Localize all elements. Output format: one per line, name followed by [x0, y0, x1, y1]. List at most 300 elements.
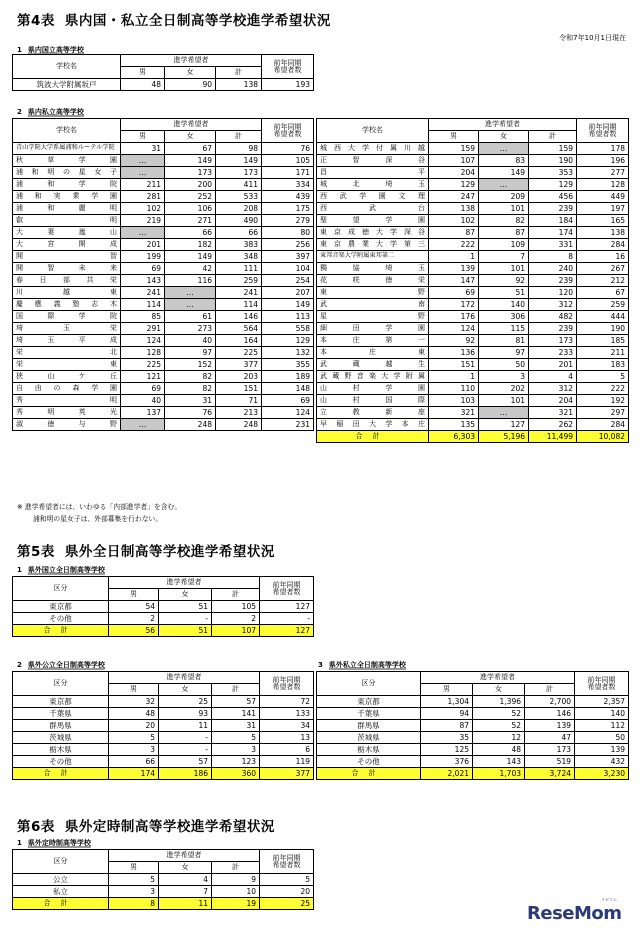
header-total: 計: [529, 131, 577, 143]
row-value: 211: [577, 347, 629, 359]
table-row: [13, 744, 314, 756]
row-value: 72: [260, 696, 314, 708]
row-label: 千葉県: [317, 708, 421, 720]
header-prev: 前年同期 希望者数: [260, 577, 314, 601]
row-value: 252: [165, 191, 216, 203]
row-value: 40: [165, 335, 216, 347]
row-label: 浦和学院: [13, 179, 121, 191]
table-row: [13, 708, 314, 720]
row-value: 173: [216, 167, 262, 179]
row-value: 4: [529, 371, 577, 383]
row-label: 叡明: [13, 215, 121, 227]
row-value: 139: [525, 720, 575, 732]
row-value: 83: [479, 155, 529, 167]
table-row: [13, 696, 314, 708]
row-value: 3: [109, 886, 159, 898]
row-value: 1,396: [473, 696, 525, 708]
table-row: [13, 371, 314, 383]
row-value: 355: [262, 359, 314, 371]
row-label: 自由の森学園: [13, 383, 121, 395]
header-male: 男: [121, 131, 165, 143]
row-value: 25: [159, 696, 212, 708]
t4-note-2: 浦和明の星女子は、外部募集を行わない。: [33, 515, 163, 523]
table-row: [317, 419, 629, 431]
row-value: 114: [121, 299, 165, 311]
row-value: 138: [216, 79, 262, 91]
row-value: 284: [577, 419, 629, 431]
row-value: 127: [479, 419, 529, 431]
row-value: 248: [216, 419, 262, 431]
row-value: 11: [159, 720, 212, 732]
row-value: 178: [577, 143, 629, 155]
row-value: 312: [529, 383, 577, 395]
table-row: [317, 383, 629, 395]
table5-title: 第5表 県外全日制高等学校進学希望状況: [17, 544, 275, 560]
row-value: 3: [109, 744, 159, 756]
row-label: 狭山ケ丘: [13, 371, 121, 383]
row-value: 449: [577, 191, 629, 203]
row-value: 116: [165, 275, 216, 287]
table-row: [317, 395, 629, 407]
row-value: 376: [421, 756, 473, 768]
row-value: 105: [212, 601, 260, 613]
row-label: 東京都: [13, 696, 109, 708]
t4-private-right-table: [316, 118, 629, 443]
header-hope: 進学希望者: [121, 55, 262, 67]
row-label: 立教新座: [317, 407, 429, 419]
row-value: 219: [121, 215, 165, 227]
row-label: 筑波大学附属坂戸: [13, 79, 121, 91]
row-value: 2,700: [525, 696, 575, 708]
row-value: 101: [479, 395, 529, 407]
table-row: [317, 756, 629, 768]
row-value: 151: [429, 359, 479, 371]
table-row: [13, 419, 314, 431]
header-male: 男: [109, 589, 159, 601]
row-value: 348: [216, 251, 262, 263]
row-value: -: [159, 613, 212, 625]
row-label: 西武学園文理: [317, 191, 429, 203]
row-value: 149: [165, 155, 216, 167]
row-value: 135: [429, 419, 479, 431]
row-value: 353: [529, 167, 577, 179]
row-value: 152: [165, 359, 216, 371]
row-label: 細田学園: [317, 323, 429, 335]
row-value: 490: [216, 215, 262, 227]
row-value: 107: [429, 155, 479, 167]
row-value: 81: [479, 335, 529, 347]
table-row: [317, 299, 629, 311]
row-value: 48: [473, 744, 525, 756]
row-label: 山村学園: [317, 383, 429, 395]
row-value: 239: [529, 275, 577, 287]
row-value: 279: [262, 215, 314, 227]
header-category: 区分: [13, 577, 109, 601]
row-value: 211: [121, 179, 165, 191]
header-category: 区分: [13, 850, 109, 874]
table-row: [13, 613, 314, 625]
row-label: 栃木県: [317, 744, 421, 756]
row-value: 203: [216, 371, 262, 383]
header-category: 区分: [317, 672, 421, 696]
table-row: [317, 155, 629, 167]
row-value: 69: [121, 383, 165, 395]
table-row: [13, 886, 314, 898]
row-label: 武蔵野音楽大学附属: [317, 371, 429, 383]
row-value: 80: [262, 227, 314, 239]
row-value: 197: [577, 203, 629, 215]
total-value: 5,196: [479, 431, 529, 443]
row-label: 大宮開成: [13, 239, 121, 251]
table-row: [13, 263, 314, 275]
row-value: 558: [262, 323, 314, 335]
table-row: [13, 601, 314, 613]
row-value: 173: [165, 167, 216, 179]
row-value: 383: [216, 239, 262, 251]
row-label: 城北埼玉: [317, 179, 429, 191]
row-value: …: [121, 419, 165, 431]
row-value: 120: [529, 287, 577, 299]
t4-sec2-heading: 2 県内私立高等学校: [17, 108, 84, 116]
row-value: 129: [429, 179, 479, 191]
row-label: 早稲田大学本庄: [317, 419, 429, 431]
row-label: 国際学院: [13, 311, 121, 323]
total-value: 107: [212, 625, 260, 637]
row-value: 87: [421, 720, 473, 732]
row-value: 98: [216, 143, 262, 155]
row-value: 133: [260, 708, 314, 720]
table6-title: 第6表 県外定時制高等学校進学希望状況: [17, 819, 275, 835]
row-value: 132: [262, 347, 314, 359]
row-value: 48: [121, 79, 165, 91]
row-label: 私立: [13, 886, 109, 898]
header-male: 男: [109, 684, 159, 696]
row-value: 140: [575, 708, 629, 720]
row-label: 大妻嵐山: [13, 227, 121, 239]
total-value: 10,082: [577, 431, 629, 443]
header-female: 女: [159, 684, 212, 696]
total-value: 2,021: [421, 768, 473, 780]
row-label: 城西大学付属川越: [317, 143, 429, 155]
header-female: 女: [165, 67, 216, 79]
total-row: [317, 768, 629, 780]
row-value: 193: [262, 79, 314, 91]
row-value: 176: [429, 311, 479, 323]
row-value: 20: [109, 720, 159, 732]
table-row: [13, 323, 314, 335]
t4-sec1-heading: 1 県内国立高等学校: [17, 46, 84, 54]
header-male: 男: [109, 862, 159, 874]
t5-national-table: [12, 576, 314, 637]
row-value: 377: [216, 359, 262, 371]
row-value: 533: [216, 191, 262, 203]
row-value: 149: [479, 167, 529, 179]
header-female: 女: [159, 862, 212, 874]
total-value: 56: [109, 625, 159, 637]
row-value: 32: [109, 696, 159, 708]
row-value: 164: [216, 335, 262, 347]
row-value: 7: [479, 251, 529, 263]
table-row: [13, 227, 314, 239]
row-value: 8: [529, 251, 577, 263]
row-value: 12: [473, 732, 525, 744]
header-total: 計: [212, 862, 260, 874]
table-row: [13, 335, 314, 347]
row-value: 104: [262, 263, 314, 275]
row-value: -: [159, 744, 212, 756]
row-value: 129: [529, 179, 577, 191]
table-row: [13, 239, 314, 251]
table-row: [13, 874, 314, 886]
row-value: …: [121, 155, 165, 167]
table-row: [13, 720, 314, 732]
row-label: 公立: [13, 874, 109, 886]
table-row: [13, 287, 314, 299]
table-row: [317, 311, 629, 323]
row-value: 231: [262, 419, 314, 431]
row-label: 川越東: [13, 287, 121, 299]
row-value: 140: [479, 299, 529, 311]
row-value: 1: [429, 371, 479, 383]
table-row: [317, 708, 629, 720]
row-value: 262: [529, 419, 577, 431]
row-value: 82: [165, 383, 216, 395]
row-label: 山村国際: [317, 395, 429, 407]
row-value: 190: [529, 155, 577, 167]
total-value: 3,724: [525, 768, 575, 780]
total-value: 174: [109, 768, 159, 780]
row-label: 茨城県: [317, 732, 421, 744]
row-value: 50: [575, 732, 629, 744]
row-value: 267: [577, 263, 629, 275]
row-value: 225: [216, 347, 262, 359]
row-value: 159: [429, 143, 479, 155]
row-label: 正智深谷: [317, 155, 429, 167]
row-value: 90: [165, 79, 216, 91]
row-value: 1: [429, 251, 479, 263]
row-label: 開智: [13, 251, 121, 263]
row-value: 52: [473, 720, 525, 732]
row-value: 432: [575, 756, 629, 768]
row-value: 184: [529, 215, 577, 227]
header-male: 男: [121, 67, 165, 79]
row-value: 2: [212, 613, 260, 625]
row-value: 82: [479, 215, 529, 227]
row-value: 137: [121, 407, 165, 419]
row-value: 16: [577, 251, 629, 263]
row-value: 138: [429, 203, 479, 215]
row-value: 189: [262, 371, 314, 383]
table-row: [13, 347, 314, 359]
total-value: 3,230: [575, 768, 629, 780]
row-value: 209: [479, 191, 529, 203]
row-value: 212: [577, 275, 629, 287]
row-label: 本庄第一: [317, 335, 429, 347]
row-value: 149: [262, 299, 314, 311]
header-prev: 前年同期 希望者数: [260, 672, 314, 696]
header-hope: 進学希望者: [109, 850, 260, 862]
table-row: [317, 696, 629, 708]
row-value: 240: [529, 263, 577, 275]
header-hope: 進学希望者: [429, 119, 577, 131]
row-value: 69: [262, 395, 314, 407]
total-value: 11: [159, 898, 212, 910]
row-value: 204: [529, 395, 577, 407]
t5-private-table: [316, 671, 629, 780]
row-label: 東野: [317, 287, 429, 299]
row-label: その他: [13, 613, 109, 625]
row-value: 67: [165, 143, 216, 155]
row-value: 225: [121, 359, 165, 371]
t4-national-table: [12, 54, 314, 91]
table-row: [317, 239, 629, 251]
row-value: 306: [479, 311, 529, 323]
row-value: 247: [429, 191, 479, 203]
row-value: 2,357: [575, 696, 629, 708]
row-value: 20: [260, 886, 314, 898]
header-total: 計: [525, 684, 575, 696]
row-value: 5: [109, 874, 159, 886]
table-row: [317, 203, 629, 215]
row-value: 71: [216, 395, 262, 407]
row-value: 200: [165, 179, 216, 191]
row-value: 76: [165, 407, 216, 419]
row-value: 101: [479, 263, 529, 275]
row-value: 334: [262, 179, 314, 191]
table-row: [317, 335, 629, 347]
total-value: 360: [212, 768, 260, 780]
row-value: 173: [525, 744, 575, 756]
row-label: 千葉県: [13, 708, 109, 720]
row-value: 213: [216, 407, 262, 419]
row-value: 57: [212, 696, 260, 708]
row-value: 208: [216, 203, 262, 215]
total-value: 8: [109, 898, 159, 910]
row-label: 秀明: [13, 395, 121, 407]
header-hope: 進学希望者: [109, 672, 260, 684]
row-value: 69: [429, 287, 479, 299]
row-value: 256: [262, 239, 314, 251]
row-value: 564: [216, 323, 262, 335]
row-value: …: [479, 179, 529, 191]
row-value: 87: [479, 227, 529, 239]
table-row: [13, 395, 314, 407]
table-row: [317, 407, 629, 419]
total-row: [13, 898, 314, 910]
table-row: [13, 275, 314, 287]
table-row: [317, 143, 629, 155]
row-label: 浦和麗明: [13, 203, 121, 215]
row-value: 67: [577, 287, 629, 299]
row-value: 331: [529, 239, 577, 251]
header-female: 女: [479, 131, 529, 143]
total-value: 6,303: [429, 431, 479, 443]
row-value: 241: [121, 287, 165, 299]
row-value: 241: [216, 287, 262, 299]
row-label: 春日部共栄: [13, 275, 121, 287]
t5-sec2-heading: 2 県外公立全日制高等学校: [17, 661, 105, 669]
resemom-logo: ReseMom: [527, 903, 622, 924]
row-value: 94: [421, 708, 473, 720]
total-value: 11,499: [529, 431, 577, 443]
total-row: [317, 431, 629, 443]
row-value: 106: [165, 203, 216, 215]
table-row: [317, 179, 629, 191]
row-label: 武南: [317, 299, 429, 311]
header-prev: 前年同期 希望者数: [575, 672, 629, 696]
row-value: 124: [429, 323, 479, 335]
row-value: 34: [260, 720, 314, 732]
row-value: …: [479, 143, 529, 155]
row-value: -: [260, 613, 314, 625]
row-value: 207: [262, 287, 314, 299]
total-value: 186: [159, 768, 212, 780]
header-prev: 前年同期 希望者数: [260, 850, 314, 874]
row-value: 48: [109, 708, 159, 720]
row-value: 113: [262, 311, 314, 323]
row-value: 7: [159, 886, 212, 898]
table-row: [317, 167, 629, 179]
row-value: …: [479, 407, 529, 419]
row-value: 121: [121, 371, 165, 383]
row-value: 47: [525, 732, 575, 744]
row-value: 192: [577, 395, 629, 407]
total-label: 合計: [13, 898, 109, 910]
row-value: 174: [529, 227, 577, 239]
t6-table: [12, 849, 314, 910]
table-row: [317, 323, 629, 335]
row-label: 開智未来: [13, 263, 121, 275]
row-value: 277: [577, 167, 629, 179]
row-value: 124: [121, 335, 165, 347]
row-value: 3: [479, 371, 529, 383]
header-hope: 進学希望者: [421, 672, 575, 684]
row-value: 171: [262, 167, 314, 179]
row-value: 110: [429, 383, 479, 395]
total-value: 51: [159, 625, 212, 637]
row-value: 199: [121, 251, 165, 263]
t5-sec3-heading: 3 県外私立全日制高等学校: [318, 661, 406, 669]
row-value: 101: [479, 203, 529, 215]
row-value: 128: [577, 179, 629, 191]
row-value: 259: [577, 299, 629, 311]
t6-sec1-heading: 1 県外定時制高等学校: [17, 839, 91, 847]
row-value: 185: [577, 335, 629, 347]
row-value: 102: [121, 203, 165, 215]
total-value: 19: [212, 898, 260, 910]
t4-note-1: ※ 進学希望者には、いわゆる「内部進学者」を含む。: [17, 503, 182, 511]
table-row: [317, 287, 629, 299]
total-value: 25: [260, 898, 314, 910]
row-value: 146: [525, 708, 575, 720]
row-value: 273: [165, 323, 216, 335]
row-value: 31: [165, 395, 216, 407]
row-value: 40: [121, 395, 165, 407]
row-value: 201: [121, 239, 165, 251]
row-label: 昌平: [317, 167, 429, 179]
row-value: 13: [260, 732, 314, 744]
total-value: 1,703: [473, 768, 525, 780]
row-value: 233: [529, 347, 577, 359]
table-row: [317, 215, 629, 227]
header-male: 男: [429, 131, 479, 143]
table4-title: 第4表 県内国・私立全日制高等学校進学希望状況: [17, 13, 331, 29]
table-row: [317, 227, 629, 239]
header-hope: 進学希望者: [109, 577, 260, 589]
row-label: 栄北: [13, 347, 121, 359]
row-value: 143: [121, 275, 165, 287]
table-row: [317, 263, 629, 275]
